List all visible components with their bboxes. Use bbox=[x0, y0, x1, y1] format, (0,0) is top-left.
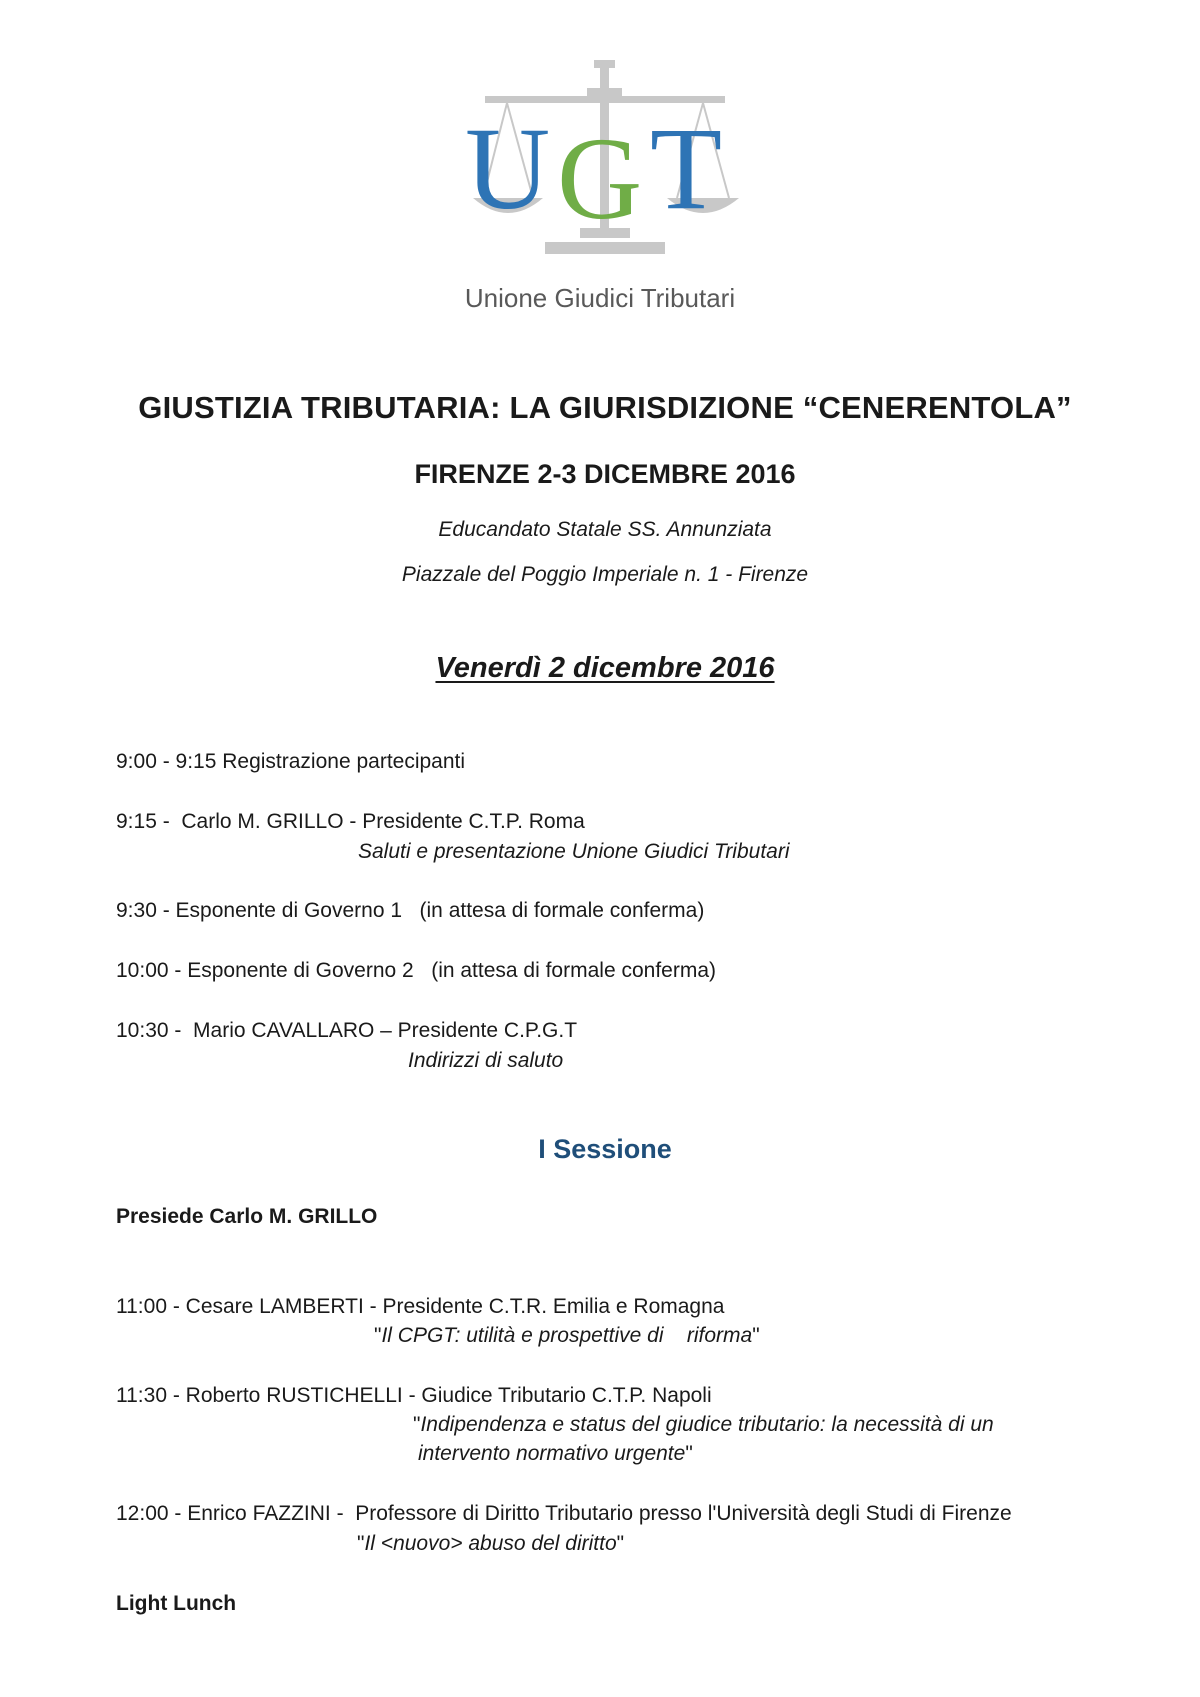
logo-letter-u: U bbox=[465, 103, 551, 234]
schedule-item: 10:00 - Esponente di Governo 2 (in attesa di formale conferma) bbox=[116, 959, 716, 982]
schedule-item-subtitle: Saluti e presentazione Unione Giudici Tributari bbox=[358, 840, 790, 863]
talk-title: "Indipendenza e status del giudice tributario: la necessità di un bbox=[413, 1413, 994, 1436]
logo-letter-t: T bbox=[650, 103, 723, 234]
event-title: GIUSTIZIA TRIBUTARIA: LA GIURISDIZIONE “CENERENTOLA” bbox=[138, 390, 1072, 425]
event-dates: FIRENZE 2-3 DICEMBRE 2016 bbox=[414, 459, 796, 489]
logo-letter-g: G bbox=[557, 113, 643, 244]
schedule-item: 9:30 - Esponente di Governo 1 (in attesa di formale conferma) bbox=[116, 899, 705, 922]
talk-item: 11:00 - Cesare LAMBERTI - Presidente C.T.R. Emilia e Romagna bbox=[116, 1295, 725, 1318]
day-heading: Venerdì 2 dicembre 2016 bbox=[435, 652, 775, 684]
venue-address: Piazzale del Poggio Imperiale n. 1 - Firenze bbox=[401, 563, 809, 586]
scales-of-justice-icon bbox=[445, 58, 765, 273]
schedule-item: 9:00 - 9:15 Registrazione partecipanti bbox=[116, 750, 466, 773]
light-lunch: Light Lunch bbox=[116, 1592, 237, 1615]
ugt-logo bbox=[445, 58, 765, 273]
schedule-item: 10:30 - Mario CAVALLARO – Presidente C.P.G.T bbox=[116, 1019, 578, 1042]
session-chair: Presiede Carlo M. GRILLO bbox=[116, 1205, 378, 1228]
venue-name: Educandato Statale SS. Annunziata bbox=[438, 518, 772, 541]
schedule-item-subtitle: Indirizzi di saluto bbox=[408, 1049, 564, 1072]
talk-item: 11:30 - Roberto RUSTICHELLI - Giudice Tributario C.T.P. Napoli bbox=[116, 1384, 712, 1407]
schedule-item: 9:15 - Carlo M. GRILLO - Presidente C.T.P. Roma bbox=[116, 810, 585, 833]
talk-title-continued: intervento normativo urgente" bbox=[418, 1442, 693, 1465]
talk-title: "Il CPGT: utilità e prospettive di riforma" bbox=[374, 1324, 760, 1347]
session-heading: I Sessione bbox=[538, 1134, 672, 1164]
talk-item: 12:00 - Enrico FAZZINI - Professore di Diritto Tributario presso l'Università degli Studi di Firenze bbox=[116, 1502, 1012, 1525]
talk-title: "Il <nuovo> abuso del diritto" bbox=[357, 1532, 625, 1555]
logo-caption: Unione Giudici Tributari bbox=[464, 283, 736, 313]
